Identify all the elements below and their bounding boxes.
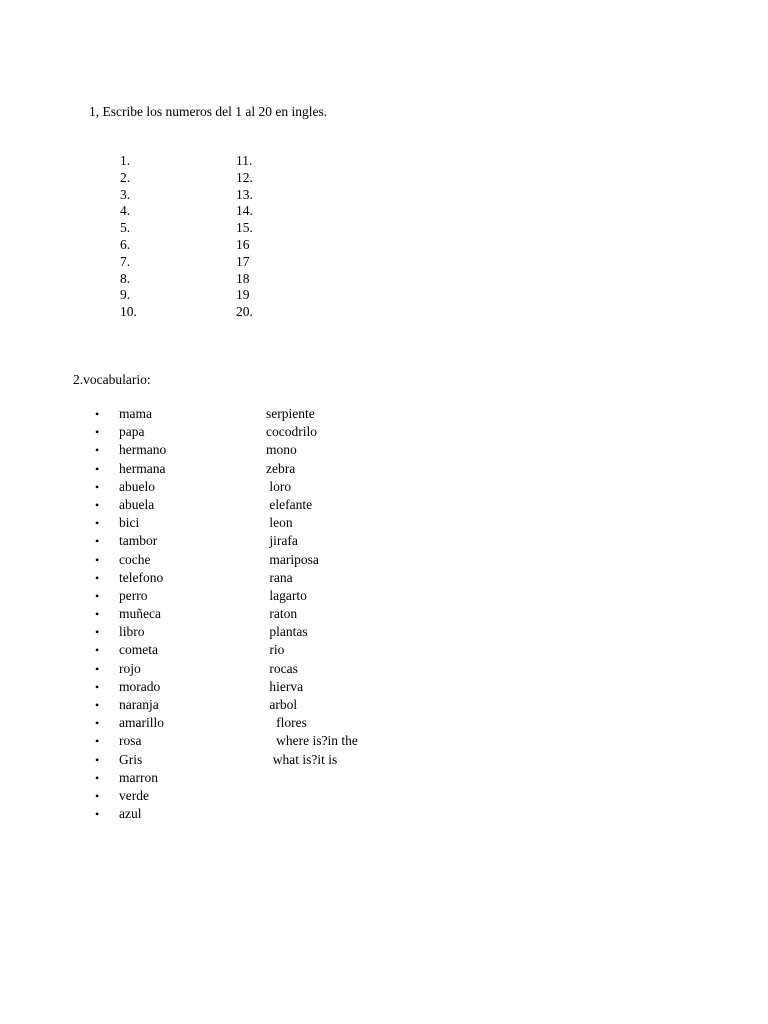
vocabulary-word-right: mono [266, 442, 297, 458]
number-line: 18 [236, 270, 250, 286]
vocabulary-word-left: bici [119, 515, 140, 531]
number-line: 13. [236, 186, 253, 202]
bullet-icon: • [95, 770, 100, 785]
number-line: 1. [120, 153, 131, 168]
vocabulary-word-right: flores [266, 715, 307, 731]
vocabulary-word-left: verde [119, 787, 149, 803]
vocabulary-word-right: loro [266, 478, 292, 494]
bullet-icon: • [95, 534, 100, 549]
number-line: 6. [120, 236, 131, 252]
bullet-icon: • [95, 698, 100, 712]
vocabulary-word-right: rio [266, 642, 285, 658]
vocabulary-word-left: perro [119, 587, 148, 603]
bullet-icon: • [95, 788, 100, 803]
number-line: 10. [120, 304, 137, 320]
number-line: 17 [236, 253, 250, 269]
number-line: 15. [236, 220, 253, 236]
bullet-icon: • [95, 461, 100, 476]
vocabulary-word-right: rana [266, 569, 293, 585]
bullet-icon: • [95, 425, 100, 440]
vocabulary-word-left: tambor [119, 533, 158, 549]
vocabulary-word-right: mariposa [266, 551, 319, 567]
number-line: 3. [120, 186, 131, 202]
vocabulary-word-left: marron [119, 769, 158, 785]
bullet-icon: • [95, 407, 100, 421]
vocabulary-word-right: zebra [266, 460, 296, 476]
vocabulary-word-right: rocas [266, 660, 298, 676]
bullet-icon: • [95, 443, 100, 458]
vocabulary-word-left: abuelo [119, 478, 155, 494]
vocabulary-word-left: rosa [119, 733, 142, 749]
bullet-icon: • [95, 552, 100, 567]
vocabulary-word-right: plantas [266, 624, 308, 640]
vocabulary-word-right: jirafa [266, 533, 298, 549]
vocabulary-word-left: coche [119, 551, 151, 567]
bullet-icon: • [95, 661, 100, 676]
exercise-2-title: 2.vocabulario: [73, 372, 151, 387]
exercise-1-title: 1, Escribe los numeros del 1 al 20 en ingles. [89, 104, 328, 119]
vocabulary-word-left: amarillo [119, 715, 164, 731]
bullet-icon: • [95, 479, 100, 494]
number-line: 7. [120, 253, 131, 269]
vocabulary-word-right: lagarto [266, 587, 307, 603]
vocabulary-word-left: papa [119, 424, 145, 440]
bullet-icon: • [95, 625, 100, 640]
number-line: 14. [236, 203, 253, 219]
vocabulary-word-left: hermano [119, 442, 167, 458]
bullet-icon: • [95, 516, 100, 531]
number-line: 2. [120, 169, 131, 185]
vocabulary-word-left: telefono [119, 569, 164, 585]
number-line: 4. [120, 203, 131, 219]
vocabulary-word-right: elefante [266, 496, 313, 512]
bullet-icon: • [95, 643, 100, 658]
vocabulary-word-left: mama [119, 406, 152, 421]
bullet-icon: • [95, 752, 100, 767]
vocabulary-word-left: rojo [119, 660, 141, 676]
numbers-column-left [120, 153, 137, 321]
numbers-column-right [236, 153, 253, 321]
vocabulary-word-left: cometa [119, 642, 158, 658]
vocabulary-word-left: morado [119, 678, 161, 694]
bullet-icon: • [95, 807, 100, 822]
bullet-icon: • [95, 716, 100, 731]
vocabulary-word-right: serpiente [266, 406, 315, 421]
vocabulary-word-left: muñeca [119, 606, 161, 622]
vocabulary-word-left: azul [119, 806, 142, 822]
vocabulary-word-right: arbol [266, 697, 298, 712]
vocabulary-word-right: cocodrilo [266, 424, 317, 440]
vocabulary-word-right: where is?in the [266, 733, 358, 749]
vocabulary-word-right: leon [266, 515, 293, 531]
bullet-icon: • [95, 588, 100, 603]
bullet-icon: • [95, 570, 100, 585]
number-line: 12. [236, 169, 253, 185]
number-line: 9. [120, 287, 131, 303]
vocabulary-word-left: Gris [119, 751, 143, 767]
vocabulary-word-left: hermana [119, 460, 166, 476]
vocabulary-word-left: libro [119, 624, 145, 640]
vocabulary-word-right: hierva [266, 678, 304, 694]
number-line: 16 [236, 236, 250, 252]
number-line: 20. [236, 304, 253, 320]
bullet-icon: • [95, 607, 100, 622]
vocabulary-word-left: naranja [119, 697, 159, 712]
number-line: 8. [120, 270, 131, 286]
vocabulary-word-right: raton [266, 606, 298, 622]
bullet-icon: • [95, 734, 100, 749]
vocabulary-word-left: abuela [119, 496, 155, 512]
bullet-icon: • [95, 497, 100, 512]
number-line: 19 [236, 287, 250, 303]
number-line: 11. [236, 153, 253, 168]
bullet-icon: • [95, 679, 100, 694]
vocabulary-word-right: what is?it is [266, 751, 338, 767]
number-line: 5. [120, 220, 131, 236]
